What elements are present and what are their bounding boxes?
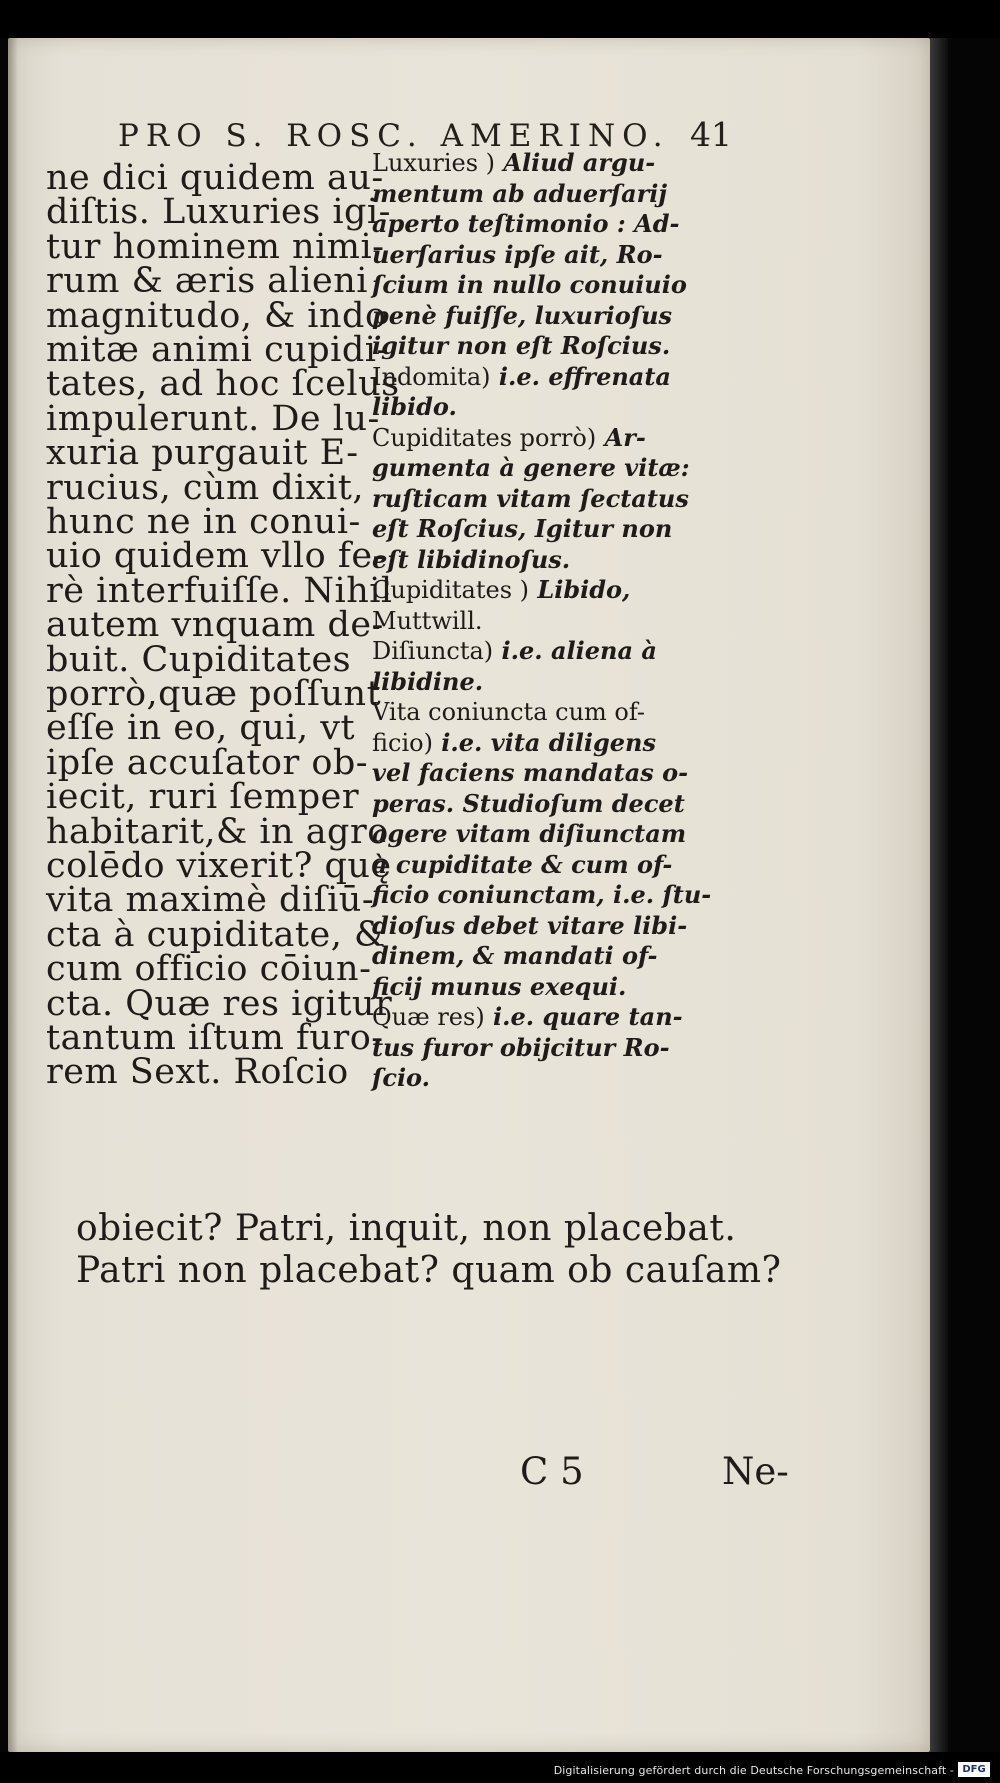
main-text-line: ne dici quidem au- bbox=[46, 158, 384, 198]
marginal-note-line bbox=[372, 697, 645, 726]
marginal-note-line bbox=[372, 728, 656, 757]
note-text: ficij munus exequi. bbox=[372, 971, 627, 1001]
main-text-line: iecit, ruri ſemper bbox=[46, 777, 360, 818]
marginal-note-line bbox=[372, 1002, 683, 1031]
marginal-note-line bbox=[372, 941, 657, 970]
marginal-note-line bbox=[372, 850, 672, 879]
note-text: agere vitam diſiunctam bbox=[372, 819, 687, 848]
main-text-line: vita maximè diſiū- bbox=[46, 880, 375, 921]
marginal-note-line bbox=[372, 819, 686, 848]
main-text-line: uio quidem vllo fe- bbox=[46, 536, 385, 577]
main-text-line: xuria purgauit E- bbox=[46, 433, 359, 474]
catchword: Ne- bbox=[722, 1450, 789, 1493]
marginal-note-line bbox=[372, 423, 646, 452]
main-text-line: autem vnquam de- bbox=[46, 605, 384, 646]
note-text: dioſus debet vitare libi- bbox=[372, 910, 688, 940]
marginal-note-line bbox=[372, 972, 626, 1001]
note-text: libidine. bbox=[372, 666, 484, 696]
note-text: à cupiditate & cum of- bbox=[372, 849, 673, 879]
main-text-line: rucius, cùm dixit, bbox=[46, 467, 365, 508]
main-text-line: hunc ne in conui- bbox=[46, 502, 361, 542]
marginal-note-line bbox=[372, 331, 670, 360]
main-text-line: rè interfuiſſe. Nihil bbox=[46, 570, 393, 611]
note-text: i.e. aliena à bbox=[501, 636, 657, 665]
page-edge bbox=[930, 38, 948, 1752]
note-text: peras. Studioſum decet bbox=[372, 788, 685, 818]
main-text-line: habitarit,& in agro bbox=[46, 811, 389, 852]
main-text-line: magnitudo, & indo bbox=[46, 295, 387, 336]
note-text: vel faciens mandatas o- bbox=[372, 758, 689, 787]
note-text: gumenta à genere vitæ: bbox=[372, 453, 690, 482]
marginal-note-line bbox=[372, 636, 657, 665]
note-text: i.e. quare tan- bbox=[493, 1002, 683, 1031]
marginal-note-line bbox=[372, 789, 685, 818]
note-text: ficio coniunctam, i.e. ſtu- bbox=[372, 880, 712, 909]
note-text: Libido, bbox=[537, 575, 631, 604]
note-text: uerſarius ipſe ait, Ro- bbox=[372, 239, 663, 269]
marginal-note-line bbox=[372, 270, 687, 299]
note-text: eſt Roſcius, Igitur non bbox=[372, 514, 673, 543]
marginal-note-line bbox=[372, 453, 690, 482]
note-text: libido. bbox=[372, 392, 457, 421]
main-text-line: rem Sext. Roſcio bbox=[46, 1052, 349, 1093]
marginal-note-line bbox=[372, 1063, 430, 1092]
main-text-line: porrò,quæ poſſunt bbox=[46, 674, 382, 714]
note-lemma: Indomita) bbox=[372, 362, 491, 391]
note-text: penè fuiſſe, luxurioſus bbox=[372, 300, 673, 330]
marginal-note-line bbox=[372, 484, 689, 513]
note-text: Ar- bbox=[604, 422, 646, 452]
marginal-note-line bbox=[372, 545, 570, 574]
note-text: igitur non eſt Roſcius. bbox=[372, 331, 671, 360]
note-lemma: Cupiditates ) bbox=[372, 576, 530, 604]
scan-top-border bbox=[0, 0, 1000, 38]
note-text: i.e. vita diligens bbox=[441, 727, 656, 757]
main-text-line: tates, ad hoc ſcelus bbox=[46, 364, 400, 405]
main-text-line: mitæ animi cupidi- bbox=[46, 330, 389, 370]
full-width-line: Patri non placebat? quam ob cauſam? bbox=[76, 1250, 782, 1291]
main-text-line: rum & æris alieni bbox=[46, 261, 368, 302]
marginal-note-line bbox=[372, 911, 687, 940]
note-lemma: Cupiditates porrò) bbox=[372, 423, 597, 452]
marginal-note-line bbox=[372, 514, 672, 543]
main-text-line: buit. Cupiditates bbox=[46, 639, 352, 680]
note-text: eſt libidinoſus. bbox=[372, 544, 571, 574]
note-text: Aliud argu- bbox=[503, 148, 656, 177]
note-text: aperto teſtimonio : Ad- bbox=[372, 209, 680, 238]
marginal-note-line bbox=[372, 606, 483, 635]
note-text: mentum ab aduerſarij bbox=[372, 178, 668, 208]
main-text-line: diſtis. Luxuries igi- bbox=[46, 192, 391, 233]
marginal-note-line bbox=[372, 301, 672, 330]
main-text-line: cum officio cōiun- bbox=[46, 949, 372, 990]
note-lemma: Muttwill. bbox=[372, 606, 483, 635]
marginal-note-line bbox=[372, 362, 671, 391]
marginal-note-line bbox=[372, 240, 663, 269]
marginal-note-line bbox=[372, 1033, 670, 1062]
note-text: ſcium in nullo conuiuio bbox=[372, 270, 687, 299]
main-text-line: tur hominem nimi- bbox=[46, 226, 385, 267]
marginal-note-line bbox=[372, 575, 630, 604]
gutter-shadow bbox=[8, 38, 18, 1752]
footer-credit: Digitalisierung gefördert durch die Deutsche Forschungsgemeinschaft - bbox=[553, 1764, 954, 1777]
note-lemma: Diſiuncta) bbox=[372, 637, 494, 665]
dfg-logo: DFG bbox=[958, 1762, 990, 1777]
marginal-note-line bbox=[372, 392, 457, 421]
marginal-note-line bbox=[372, 179, 667, 208]
signature-mark: C 5 bbox=[520, 1450, 584, 1493]
main-text-line: eſſe in eo, qui, vt bbox=[46, 708, 356, 749]
marginal-note-line bbox=[372, 209, 680, 238]
marginal-note-line bbox=[372, 148, 655, 177]
running-head-title: PRO S. ROSC. AMERINO. bbox=[118, 118, 670, 154]
marginal-note-line bbox=[372, 880, 711, 909]
note-text: ſcio. bbox=[372, 1063, 430, 1092]
note-lemma: Luxuries ) bbox=[372, 149, 496, 177]
page-number: 41 bbox=[690, 115, 732, 154]
note-lemma: Quæ res) bbox=[372, 1003, 485, 1031]
main-text-line: ipſe accuſator ob- bbox=[46, 742, 369, 783]
note-text: i.e. effrenata bbox=[498, 361, 671, 391]
note-text: ruſticam vitam ſectatus bbox=[372, 483, 689, 513]
note-lemma: Vita coniuncta cum of- bbox=[372, 698, 645, 726]
note-lemma: ficio) bbox=[372, 728, 433, 757]
main-text-line: cta. Quæ res igitur bbox=[46, 983, 393, 1024]
marginal-note-line bbox=[372, 758, 688, 787]
marginal-note-line bbox=[372, 667, 483, 696]
note-text: dinem, & mandati of- bbox=[372, 941, 658, 970]
full-width-line: obiecit? Patri, inquit, non placebat. bbox=[76, 1208, 737, 1249]
main-text-line: impulerunt. De lu- bbox=[46, 398, 380, 439]
main-text-line: tantum iſtum furo- bbox=[46, 1018, 384, 1058]
note-text: tus furor obijcitur Ro- bbox=[372, 1032, 670, 1062]
main-text-line: cta à cupiditate, & bbox=[46, 914, 386, 955]
main-text-line: colēdo vixerit? quę bbox=[46, 846, 392, 886]
